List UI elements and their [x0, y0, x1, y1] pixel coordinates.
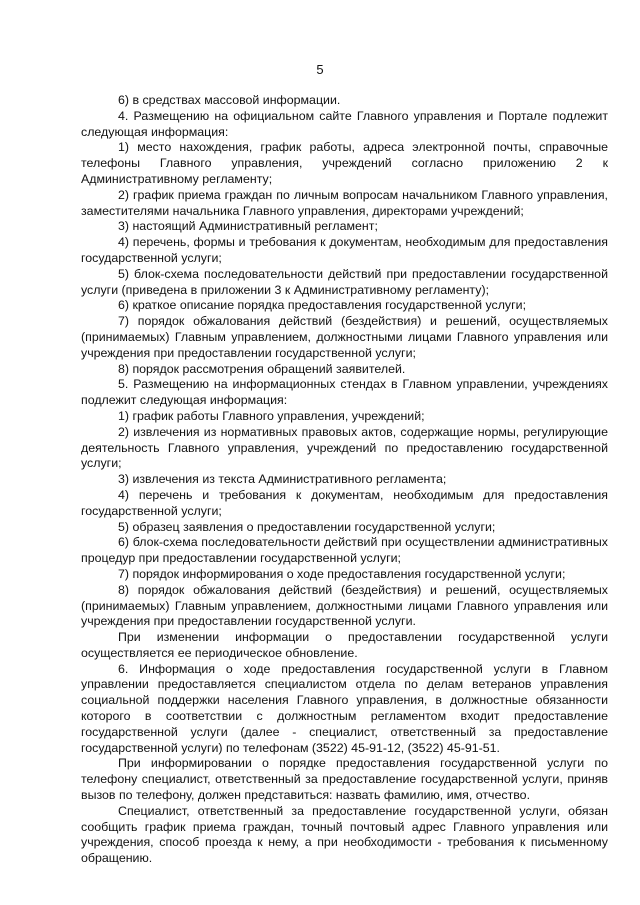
paragraph-5: 3) настоящий Административный регламент;: [118, 219, 378, 234]
paragraph-11: 5. Размещению на информационных стендах в Главном управлении, учреждениях подлежит следующая информация:: [81, 377, 608, 408]
paragraph-12: 1) график работы Главного управления, учреждений;: [118, 408, 425, 423]
paragraph-4: 2) график приема граждан по личным вопросам начальником Главного управления, заместителями начальника Главного управления, директорами учреждений;: [81, 187, 608, 218]
paragraph-2: 4. Размещению на официальном сайте Главного управления и Портале подлежит следующая информация:: [81, 108, 608, 139]
paragraph-10: 8) порядок рассмотрения обращений заявителей.: [118, 361, 406, 376]
paragraph-22: При информировании о порядке предоставления государственной услуги по телефону специалист, ответственный за предоставление государственной услуги, приняв вызов по телефону, должен представиться: назвать фамилию, имя, отчество.: [81, 756, 608, 803]
paragraph-18: 7) порядок информирования о ходе предоставления государственной услуги;: [118, 566, 566, 581]
paragraph-7: 5) блок-схема последовательности действий при предоставлении государственной услуги (приведена в приложении 3 к Административному регламенту);: [81, 266, 608, 297]
paragraph-23: Специалист, ответственный за предоставление государственной услуги, обязан сообщить график приема граждан, точный почтовый адрес Главного управления или учреждения, способ проезда к нему, а при необходимости - требования к письменному обращению.: [81, 803, 608, 866]
paragraph-6: 4) перечень, формы и требования к документам, необходимым для предоставления государственной услуги;: [81, 235, 608, 265]
paragraph-1: 6) в средствах массовой информации.: [118, 93, 341, 107]
page-number: 5: [316, 62, 324, 77]
paragraph-3: 1) место нахождения, график работы, адреса электронной почты, справочные телефоны Главного управления, учреждений согласно приложению 2 к Административному регламенту;: [81, 140, 608, 186]
paragraph-9: 7) порядок обжалования действий (бездействия) и решений, осуществляемых (принимаемых) Главным управлением, должностными лицами Главного управления или учреждения при предоставлении государственной услуги;: [81, 314, 608, 360]
paragraph-21: 6. Информация о ходе предоставления государственной услуги в Главном управлении предоставляется специалистом отдела по делам ветеранов управления социальной поддержки населения Главного управления, в должностные обязанности которого в соответствии с должностным регламентом входит предоставление государственной услуги (далее - специалист, ответственный за предоставление государственной услуги) по телефонам (3522) 45-91-12, (3522) 45-91-51.: [81, 661, 608, 755]
paragraph-15: 4) перечень и требования к документам, необходимым для предоставления государственной услуги;: [81, 487, 608, 518]
paragraph-14: 3) извлечения из текста Административного регламента;: [118, 472, 447, 487]
paragraph-13: 2) извлечения из нормативных правовых актов, содержащие нормы, регулирующие деятельность Главного управления, учреждений по предоставлению государственной услуги;: [81, 424, 608, 471]
paragraph-16: 5) образец заявления о предоставлении государственной услуги;: [118, 519, 496, 534]
paragraph-8: 6) краткое описание порядка предоставления государственной услуги;: [118, 298, 527, 313]
paragraph-20: При изменении информации о предоставлении государственной услуги осуществляется ее периодическое обновление.: [81, 630, 608, 660]
document-body: [81, 93, 608, 867]
paragraph-19: 8) порядок обжалования действий (бездействия) и решений, осуществляемых (принимаемых) Главным управлением, должностными лицами Главного управления или учреждения при предоставлении государственной услуги.: [81, 582, 608, 629]
paragraph-17: 6) блок-схема последовательности действий при осуществлении административных процедур при предоставлении государственной услуги;: [81, 535, 608, 566]
